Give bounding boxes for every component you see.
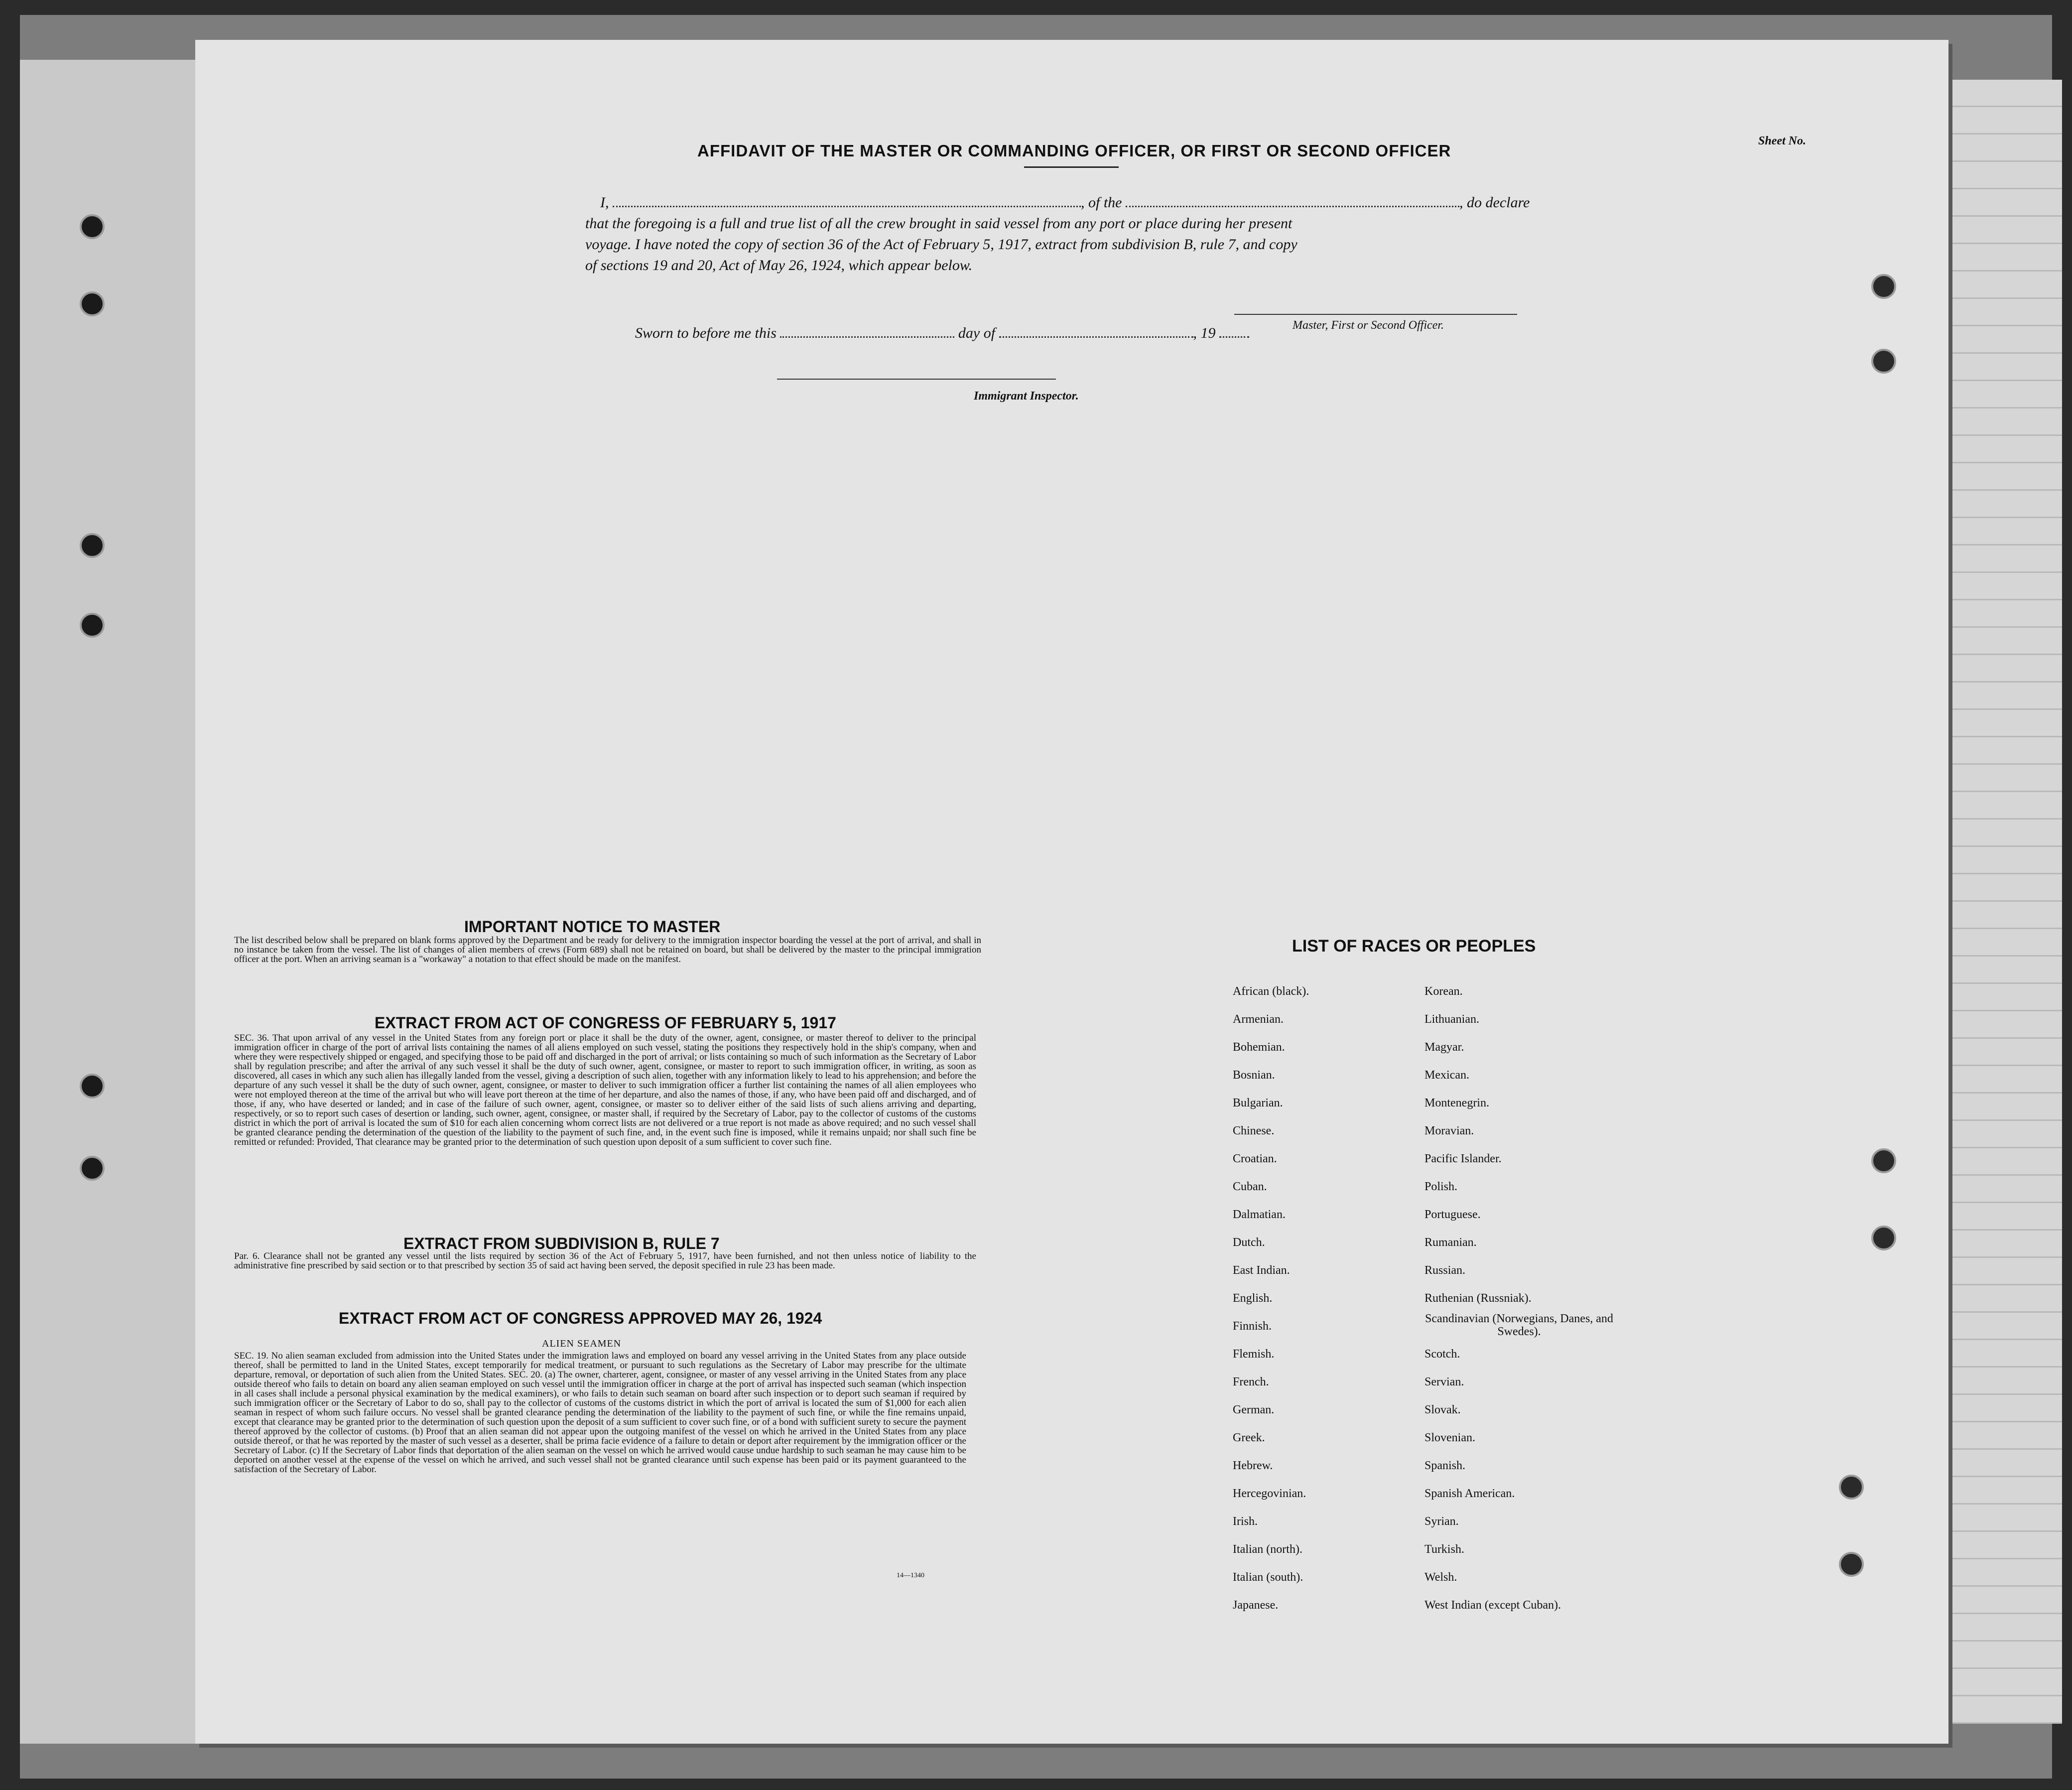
- vessel-blank[interactable]: [1126, 206, 1459, 207]
- punch-hole: [1839, 1552, 1864, 1577]
- race-item: German.: [1233, 1403, 1275, 1416]
- punch-hole: [1871, 274, 1896, 299]
- sworn-label: Sworn to before me this: [635, 325, 777, 341]
- race-item: East Indian.: [1233, 1264, 1290, 1277]
- year-blank[interactable]: [1219, 336, 1249, 338]
- punch-hole: [80, 1074, 105, 1099]
- race-item: Scandinavian (Norwegians, Danes, and Swedes).: [1425, 1312, 1613, 1338]
- notice-text: The list described below shall be prepared on blank forms approved by the Department and be ready for delivery to the immigration inspector boarding the vessel at the port of arrival, and shall in no instance be taken from the vessel. The list of changes of alien members of crews (Form 689) shall not be retained on board, but shall be delivered by the master to the principal immigration officer at the port. When an arriving seaman is a "workaway" a notation to that effect should be made on the manifest.: [234, 935, 981, 964]
- extract-1917-heading: EXTRACT FROM ACT OF CONGRESS OF FEBRUARY 5, 1917: [375, 1014, 836, 1032]
- race-item: Hercegovinian.: [1233, 1487, 1306, 1500]
- master-signature-line[interactable]: [1234, 314, 1517, 315]
- race-item: Magyar.: [1424, 1041, 1464, 1054]
- race-item: Spanish American.: [1424, 1487, 1515, 1500]
- punch-hole: [1871, 1226, 1896, 1250]
- race-item: Rumanian.: [1424, 1236, 1477, 1249]
- inspector-label: Immigrant Inspector.: [974, 390, 1079, 403]
- rule7-text: Par. 6. Clearance shall not be granted any vessel until the lists required by section 36 of the Act of February 5, 1917, have been furnished, and not then unless notice of liability to the administrative fine prescribed by said section or to that prescribed by section 35 of said act having been served, the deposit specified in rule 23 has been made.: [234, 1251, 976, 1271]
- i-label: I,: [600, 194, 609, 211]
- race-item: West Indian (except Cuban).: [1424, 1599, 1561, 1612]
- race-item: Lithuanian.: [1424, 1013, 1479, 1026]
- extract-1924-heading: EXTRACT FROM ACT OF CONGRESS APPROVED MAY 26, 1924: [339, 1309, 822, 1327]
- affidavit-title: AFFIDAVIT OF THE MASTER OR COMMANDING OFFICER, OR FIRST OR SECOND OFFICER: [697, 141, 1451, 160]
- do-declare-label: , do declare: [1459, 194, 1530, 211]
- left-underlying-page: [20, 60, 209, 1744]
- race-item: Pacific Islander.: [1424, 1152, 1502, 1165]
- affidavit-line-4: of sections 19 and 20, Act of May 26, 1924, which appear below.: [585, 257, 973, 274]
- title-divider: [1024, 166, 1119, 168]
- race-item: Slovenian.: [1424, 1431, 1475, 1444]
- race-item: Scotch.: [1424, 1348, 1460, 1361]
- race-item: Chinese.: [1233, 1124, 1275, 1137]
- affidavit-page: [195, 40, 1948, 1744]
- punch-hole: [80, 613, 105, 638]
- of-the-label: , of the: [1081, 194, 1122, 211]
- race-item: Japanese.: [1233, 1599, 1279, 1612]
- race-item: Russian.: [1424, 1264, 1466, 1277]
- race-item: Turkish.: [1424, 1543, 1464, 1556]
- punch-hole: [80, 1156, 105, 1181]
- year-label: , 19: [1193, 325, 1216, 341]
- races-left-column: [1233, 977, 1309, 1619]
- notice-heading: IMPORTANT NOTICE TO MASTER: [464, 918, 721, 936]
- inspector-signature-line[interactable]: [777, 379, 1056, 380]
- alien-seamen-subheading: ALIEN SEAMEN: [542, 1338, 622, 1349]
- month-blank[interactable]: [999, 336, 1193, 338]
- race-item: Dutch.: [1233, 1236, 1265, 1249]
- day-of-label: day of: [958, 325, 996, 341]
- affidavit-line-1: [600, 194, 1530, 211]
- race-item: Hebrew.: [1233, 1459, 1273, 1472]
- punch-hole: [80, 214, 105, 239]
- race-item: Bosnian.: [1233, 1069, 1275, 1082]
- name-blank[interactable]: [613, 206, 1081, 207]
- race-item: Bulgarian.: [1233, 1097, 1283, 1109]
- race-item: Italian (north).: [1233, 1543, 1302, 1556]
- race-item: French.: [1233, 1376, 1269, 1388]
- race-item: Croatian.: [1233, 1152, 1277, 1165]
- race-item: Korean.: [1424, 985, 1463, 998]
- race-item: Spanish.: [1424, 1459, 1466, 1472]
- race-item: English.: [1233, 1292, 1273, 1305]
- race-item: Servian.: [1424, 1376, 1464, 1388]
- rule7-heading: EXTRACT FROM SUBDIVISION B, RULE 7: [403, 1235, 720, 1252]
- race-item: African (black).: [1233, 985, 1309, 998]
- affidavit-line-2: that the foregoing is a full and true list of all the crew brought in said vessel from any port or place during her present: [585, 215, 1293, 232]
- race-item: Polish.: [1424, 1180, 1458, 1193]
- punch-hole: [80, 291, 105, 316]
- race-item: Welsh.: [1424, 1571, 1457, 1584]
- race-item: Montenegrin.: [1424, 1097, 1489, 1109]
- race-item: Bohemian.: [1233, 1041, 1285, 1054]
- sworn-line: [635, 325, 1249, 342]
- form-number: 14—1340: [897, 1572, 924, 1579]
- punch-hole: [1871, 349, 1896, 374]
- race-item: Moravian.: [1424, 1124, 1474, 1137]
- race-item: Portuguese.: [1424, 1208, 1481, 1221]
- race-item: Mexican.: [1424, 1069, 1469, 1082]
- sheet-number-label: Sheet No.: [1758, 135, 1806, 147]
- punch-hole: [1871, 1148, 1896, 1173]
- race-item: Armenian.: [1233, 1013, 1284, 1026]
- extract-1924-text: SEC. 19. No alien seaman excluded from admission into the United States under the immigration laws and employed on board any vessel arriving in the United States from any place outside thereof, shall be permitted to land in the United States, except temporarily for medical treatment, or pursuant to such regulations as the Secretary of Labor may prescribe for the ultimate departure, removal, or deportation of such alien from the United States. SEC. 20. (a) The owner, charterer, agent, consignee, or master of any vessel arriving in the United States from any place outside thereof who fails to detain on board any alien seaman employed on such vessel until the immigration officer in charge at the port of arrival has inspected such seaman (which inspection in all cases shall include a personal physical examination by the medical examiners), or who fails to detain such seaman on board after such inspection or to deport such seaman if required by such immigration officer or the Secretary of Labor to do so, shall pay to the collector of customs of the customs district in which the port of arrival is located the sum of $1,000 for each alien seaman in respect of whom such failure occurs. No vessel shall be granted clearance pending the determination of the liability to the payment of such fine, or while the fine remains unpaid, except that clearance may be granted prior to the determination of such question upon the deposit of a sum sufficient to cover such fine, or of a bond with sufficient surety to secure the payment thereof approved by the collector of customs. (b) Proof that an alien seaman did not appear upon the outgoing manifest of the vessel on which he arrived in the United States from any place outside thereof, or that he was reported by the master of such vessel as a deserter, shall be prima facie evidence of a failure to detain or deport after requirement by the immigration officer or the Secretary of Labor. (c) If the Secretary of Labor finds that deportation of the alien seaman on the vessel on which he arrived would cause undue hardship to such seaman he may cause him to be deported on another vessel at the expense of the vessel on which he arrived, and such vessel shall not be granted clearance until such expense has been paid or its payment guaranteed to the satisfaction of the Secretary of Labor.: [234, 1351, 966, 1475]
- races-right-column: [1424, 977, 1614, 1619]
- right-underlying-page: [1933, 80, 2062, 1724]
- race-item: Flemish.: [1233, 1348, 1275, 1361]
- race-item: Syrian.: [1424, 1515, 1459, 1528]
- race-item: Italian (south).: [1233, 1571, 1303, 1584]
- affidavit-line-3: voyage. I have noted the copy of section 36 of the Act of February 5, 1917, extract from subdivision B, rule 7, and copy: [585, 236, 1297, 253]
- race-item: Greek.: [1233, 1431, 1265, 1444]
- race-item: Finnish.: [1233, 1320, 1272, 1333]
- race-item: Dalmatian.: [1233, 1208, 1286, 1221]
- extract-1917-text: SEC. 36. That upon arrival of any vessel in the United States from any foreign port or place it shall be the duty of the owner, agent, consignee, or master thereof to deliver to the principal immigration officer in charge of the port of arrival lists containing the names of all aliens employed on such vessel, stating the positions they respectively hold in the ship's company, when and where they were respectively shipped or engaged, and specifying those to be paid off and discharged in the port of arrival; or lists containing so much of such information as the Secretary of Labor shall by regulation prescribe; and after the arrival of any such vessel it shall be the duty of such owner, agent, consignee, or master to report to such immigration officer, in writing, as soon as discovered, all cases in which any such alien has illegally landed from the vessel, giving a description of such alien, together with any information likely to lead to his apprehension; and before the departure of any such vessel it shall be the duty of such owner, agent, consignee, or master to deliver to such immigration officer a further list containing the names of all alien employees who were not employed thereon at the time of the arrival but who will leave port thereon at the time of her departure, and also the names of those, if any, who have been paid off and discharged, and of those, if any, who have deserted or landed; and in case of the failure of such owner, agent, consignee, or master so to deliver either of the said lists of such aliens arriving and departing, respectively, or so to report such cases of desertion or landing, such owner, agent, consignee, or master shall, if required by the Secretary of Labor, pay to the collector of customs of the customs district in which the port of arrival is located the sum of $10 for each alien concerning whom correct lists are not delivered or a true report is not made as above required; and no such vessel shall be granted clearance pending the determination of the question of the liability to the payment of such fine, and, in the event such fine is imposed, while it remains unpaid; nor shall such fine be remitted or refunded: Provided, That clearance may be granted prior to the determination of such question upon deposit of a sum sufficient to cover such fine.: [234, 1033, 976, 1147]
- race-item: Ruthenian (Russniak).: [1424, 1292, 1532, 1305]
- race-item: Cuban.: [1233, 1180, 1267, 1193]
- punch-hole: [80, 533, 105, 558]
- day-blank[interactable]: [780, 336, 954, 338]
- races-title: LIST OF RACES OR PEOPLES: [1292, 937, 1536, 956]
- master-signature-label: Master, First or Second Officer.: [1293, 319, 1444, 332]
- race-item: Irish.: [1233, 1515, 1258, 1528]
- race-item: Slovak.: [1424, 1403, 1461, 1416]
- punch-hole: [1839, 1475, 1864, 1500]
